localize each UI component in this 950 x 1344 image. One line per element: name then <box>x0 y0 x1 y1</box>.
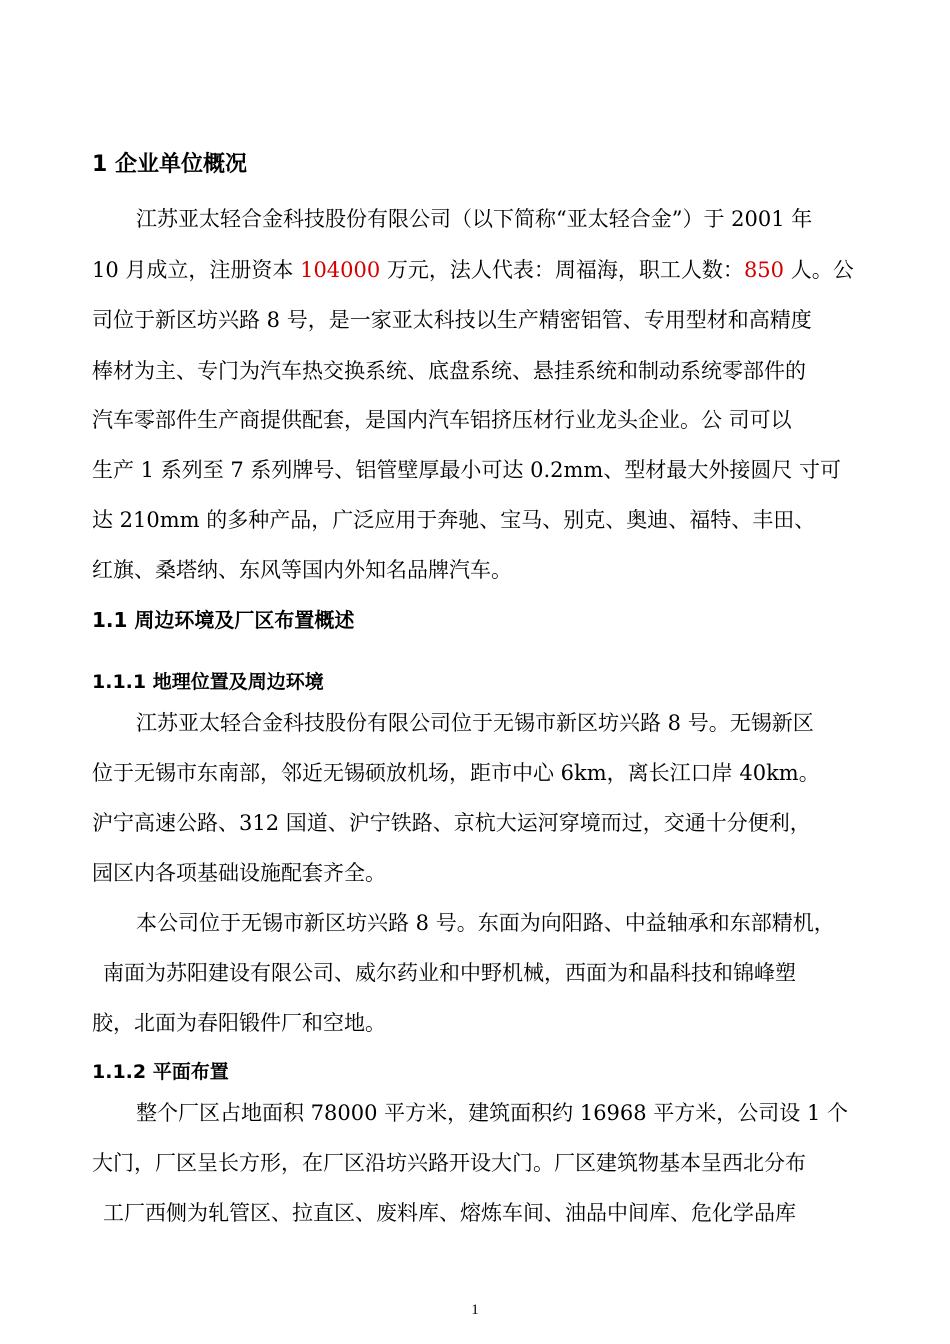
page-number: 1 <box>471 1302 479 1318</box>
section-heading-1-1-2: 1.1.2 平面布置 <box>92 1061 229 1083</box>
geo-line: 园区内各项基础设施配套齐全。 <box>92 861 386 885</box>
layout-line: 整个厂区占地面积 78000 平方米，建筑面积约 16968 平方米，公司设 1 个 <box>136 1101 849 1125</box>
intro-line-6: 生产 1 系列至 7 系列牌号、铝管壁厚最小可达 0.2mm、型材最大外接圆尺 寸可 <box>92 458 841 482</box>
intro-line-1: 江苏亚太轻合金科技股份有限公司（以下简称“亚太轻合金”）于 2001 年 <box>136 207 813 231</box>
surroundings-line: 胶，北面为春阳锻件厂和空地。 <box>92 1011 386 1035</box>
intro-line-8: 红旗、桑塔纳、东风等国内外知名品牌汽车。 <box>92 558 512 582</box>
intro-text: 人。公 <box>784 258 854 282</box>
geo-line: 位于无锡市东南部，邻近无锡硕放机场，距市中心 6km，离长江口岸 40km。 <box>92 761 820 785</box>
intro-line-7: 达 210mm 的多种产品，广泛应用于奔驰、宝马、别克、奥迪、福特、丰田、 <box>92 508 816 532</box>
geo-line: 沪宁高速公路、312 国道、沪宁铁路、京杭大运河穿境而过，交通十分便利， <box>92 811 811 835</box>
section-heading-1: 1 企业单位概况 <box>92 152 247 177</box>
section-heading-1-1-1: 1.1.1 地理位置及周边环境 <box>92 671 324 693</box>
intro-text: 万元，法人代表：周福海，职工人数： <box>380 258 744 282</box>
employee-count-value: 850 <box>743 258 785 282</box>
intro-line-5: 汽车零部件生产商提供配套，是国内汽车铝挤压材行业龙头企业。公 司可以 <box>92 408 792 432</box>
surroundings-line: 本公司位于无锡市新区坊兴路 8 号。东面为向阳路、中益轴承和东部精机， <box>136 911 835 935</box>
section-heading-1-1: 1.1 周边环境及厂区布置概述 <box>92 608 355 632</box>
intro-text: 10 月成立，注册资本 <box>92 258 301 282</box>
registered-capital-value: 104000 <box>300 258 381 282</box>
intro-line-4: 棒材为主、专门为汽车热交换系统、底盘系统、悬挂系统和制动系统零部件的 <box>92 359 806 383</box>
surroundings-line: 南面为苏阳建设有限公司、威尔药业和中野机械，西面为和晶科技和锦峰塑 <box>103 961 796 985</box>
geo-line: 江苏亚太轻合金科技股份有限公司位于无锡市新区坊兴路 8 号。无锡新区 <box>136 711 814 735</box>
layout-line: 工厂西侧为轧管区、拉直区、废料库、熔炼车间、油品中间库、危化学品库 <box>103 1201 796 1225</box>
intro-line-3: 司位于新区坊兴路 8 号，是一家亚太科技以生产精密铝管、专用型材和高精度 <box>92 308 812 332</box>
layout-line: 大门，厂区呈长方形，在厂区沿坊兴路开设大门。厂区建筑物基本呈西北分布 <box>92 1151 806 1175</box>
intro-line-2 <box>92 256 854 284</box>
